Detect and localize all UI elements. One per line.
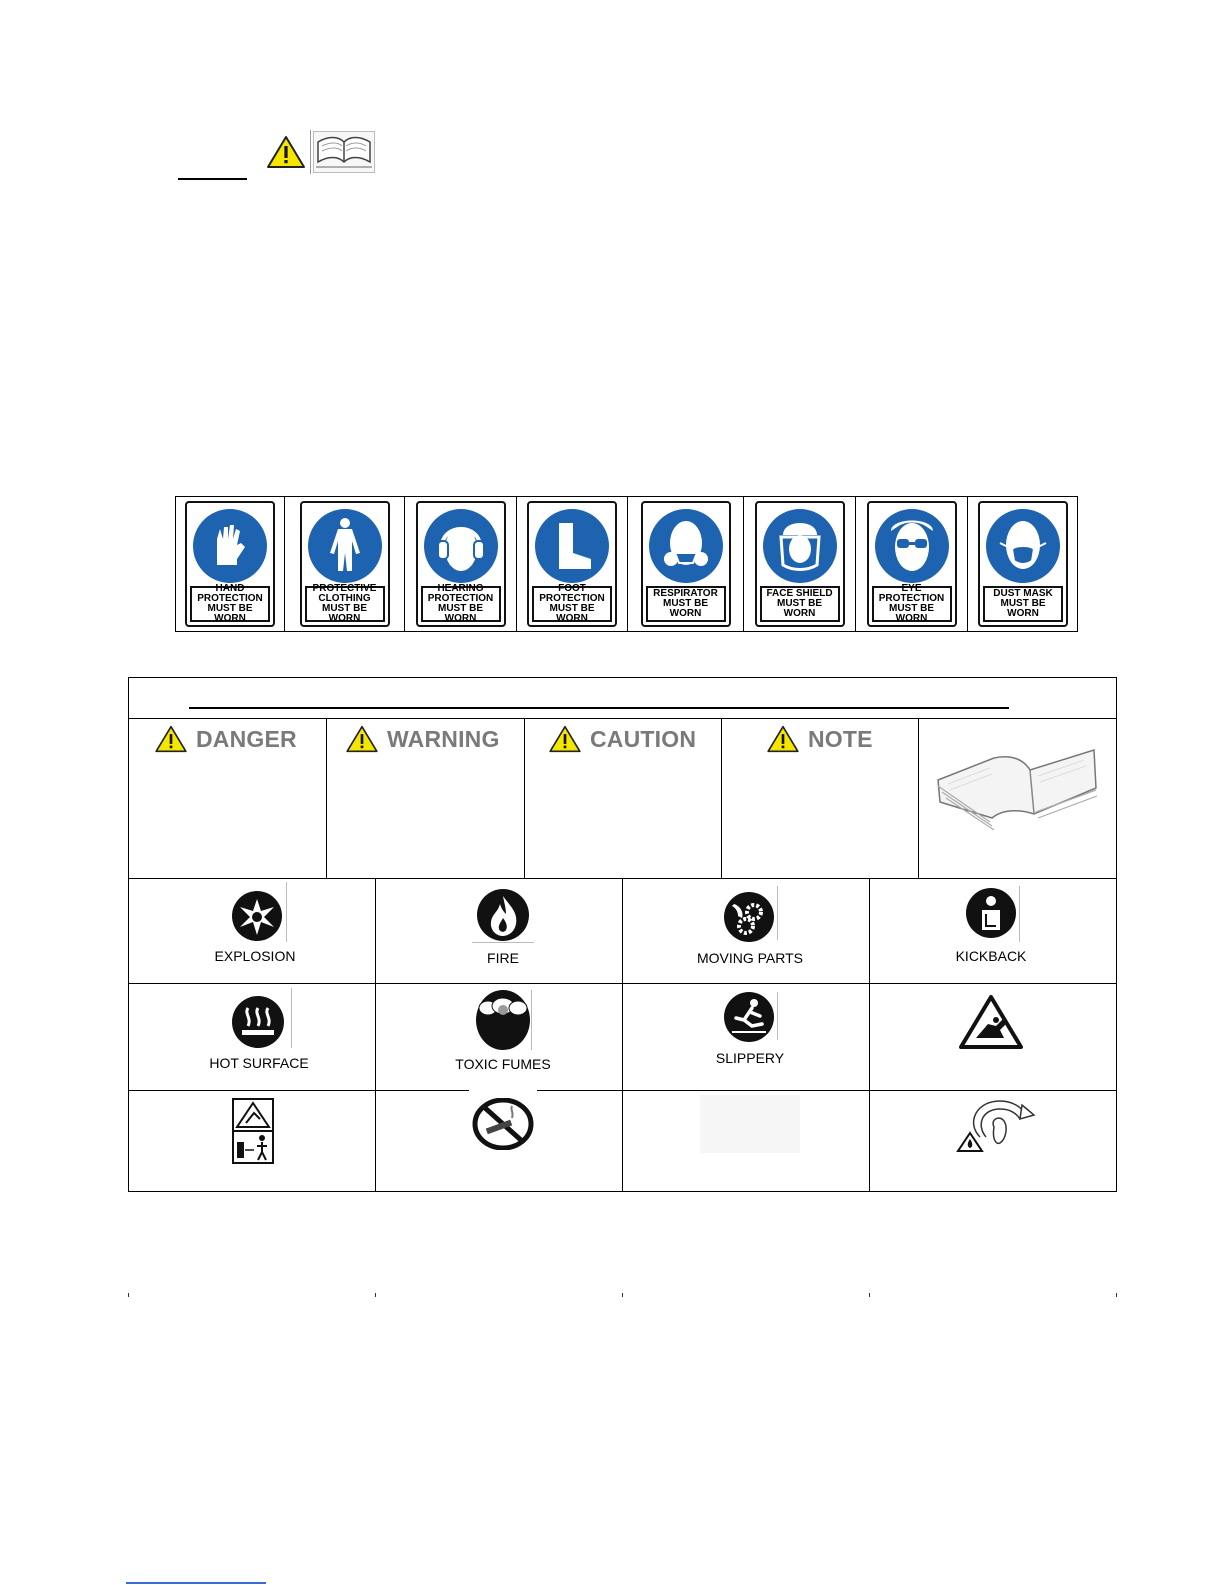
dust-mask-icon — [986, 509, 1060, 583]
warning-triangle-icon — [548, 725, 582, 753]
icon-edge — [777, 992, 778, 1040]
hazard-label: FIRE — [487, 950, 519, 966]
warning-triangle-icon — [345, 725, 379, 753]
ppe-label-box — [983, 586, 1063, 622]
signal-caution — [548, 722, 696, 756]
moving-parts-icon — [722, 890, 776, 949]
ppe-label-box — [872, 583, 952, 624]
table-rule — [721, 718, 722, 878]
ppe-sign — [978, 501, 1068, 627]
signal-danger — [154, 722, 297, 756]
fire-icon — [474, 888, 534, 949]
column-tick — [375, 1293, 376, 1297]
icon-edge — [531, 990, 532, 1050]
table-rule — [918, 718, 919, 878]
ppe-label-box — [532, 583, 612, 624]
goggles-icon — [875, 509, 949, 583]
ppe-sign-cell — [516, 497, 627, 631]
ppe-sign-cell — [855, 497, 967, 631]
ppe-sign-strip — [175, 496, 1078, 632]
hazard-label: SLIPPERY — [715, 1050, 785, 1066]
ppe-label: HEARING PROTECTION MUST BE WORN — [427, 583, 494, 624]
ppe-sign — [300, 501, 390, 627]
respirator-icon — [649, 509, 723, 583]
ppe-label-box — [190, 583, 270, 624]
ppe-label-box — [421, 583, 501, 624]
slippery-icon — [722, 990, 778, 1051]
hand-crush-warning-icon — [958, 994, 1024, 1055]
ppe-label-box — [646, 586, 726, 622]
signal-word: CAUTION — [590, 725, 697, 752]
ppe-label: DUST MASK MUST BE WORN — [993, 588, 1053, 619]
signal-word: NOTE — [808, 725, 873, 752]
ppe-label: FACE SHIELD MUST BE WORN — [766, 588, 833, 619]
ppe-sign — [416, 501, 506, 627]
gloves-icon — [193, 509, 267, 583]
table-rule — [869, 878, 870, 1191]
signal-word: WARNING — [387, 725, 500, 752]
ppe-sign-cell — [627, 497, 743, 631]
icon-edge — [291, 988, 292, 1048]
coverall-icon — [308, 509, 382, 583]
table-title-underline — [189, 707, 1009, 709]
signal-note — [766, 722, 873, 756]
ppe-label: RESPIRATOR MUST BE WORN — [653, 588, 718, 619]
label-mask — [469, 1084, 537, 1094]
ppe-sign-cell — [967, 497, 1078, 631]
column-tick — [1116, 1293, 1117, 1297]
column-tick — [128, 1293, 129, 1297]
table-rule — [524, 718, 525, 878]
kickback-icon — [964, 886, 1018, 945]
hazard-label: KICKBACK — [955, 948, 1027, 964]
ppe-sign-cell — [176, 497, 284, 631]
keep-distance-sign-icon — [232, 1098, 274, 1169]
face-shield-icon — [763, 509, 837, 583]
ppe-label: PROTECTIVE CLOTHING MUST BE WORN — [312, 583, 377, 624]
ppe-label-box — [760, 586, 840, 622]
warning-triangle-icon — [266, 135, 306, 174]
ppe-label: FOOT PROTECTION MUST BE WORN — [539, 583, 605, 624]
hazard-label: EXPLOSION — [214, 948, 296, 964]
table-rule — [326, 718, 327, 878]
ppe-sign — [867, 501, 957, 627]
icon-edge — [286, 882, 287, 942]
hazard-label: TOXIC FUMES — [455, 1056, 551, 1072]
ppe-label: EYE PROTECTION MUST BE WORN — [878, 583, 945, 624]
table-rule — [375, 878, 376, 1191]
ppe-sign-cell — [404, 497, 516, 631]
table-rule — [129, 718, 1116, 719]
ear-muffs-icon — [424, 509, 498, 583]
column-tick — [622, 1293, 623, 1297]
no-smoking-icon — [472, 1098, 534, 1155]
rotating-blade-fire-icon — [956, 1095, 1038, 1160]
toxic-fumes-icon — [474, 990, 532, 1059]
signal-warning — [345, 722, 500, 756]
boot-icon — [535, 509, 609, 583]
hot-surface-icon — [230, 994, 286, 1055]
read-manual-icon — [313, 131, 375, 173]
blank-symbol-placeholder — [700, 1095, 800, 1153]
icon-edge — [777, 886, 778, 940]
ppe-label: HAND PROTECTION MUST BE WORN — [197, 583, 263, 624]
signal-word: DANGER — [196, 725, 297, 752]
hazard-label: HOT SURFACE — [209, 1055, 309, 1071]
ppe-label-box — [305, 583, 385, 624]
ppe-sign-cell — [743, 497, 855, 631]
ppe-sign-cell — [284, 497, 404, 631]
header-separator — [310, 130, 311, 174]
icon-edge — [472, 942, 534, 943]
warning-triangle-icon — [154, 725, 188, 753]
column-tick — [869, 1293, 870, 1297]
ppe-sign — [755, 501, 845, 627]
icon-edge — [1019, 886, 1020, 942]
table-rule — [622, 878, 623, 1191]
ppe-sign — [527, 501, 617, 627]
explosion-icon — [230, 889, 286, 950]
header-underline — [178, 178, 247, 180]
warning-triangle-icon — [766, 725, 800, 753]
footer-link-underline[interactable] — [126, 1582, 266, 1584]
open-manual-icon — [934, 740, 1100, 841]
hazard-label: MOVING PARTS — [696, 950, 804, 966]
ppe-sign — [641, 501, 731, 627]
ppe-sign — [185, 501, 275, 627]
